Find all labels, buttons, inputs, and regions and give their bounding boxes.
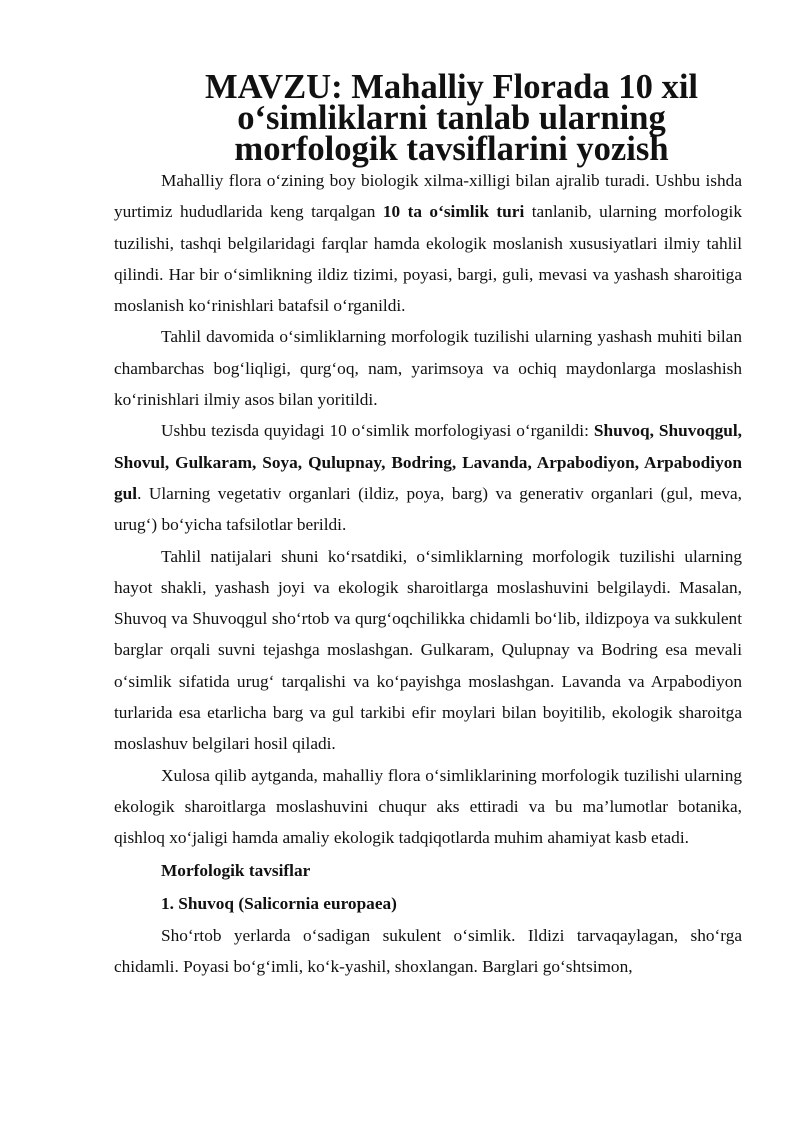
subheading-shuvoq: 1. Shuvoq (Salicornia europaea) <box>161 893 397 913</box>
intro-text-start: Mahalliy flora o‘zining boy biologik xilma-xilligi bilan ajralib turadi. Ushbu ishda yurtimiz hududlarida keng tarqalgan <box>114 171 742 222</box>
species-list-paragraph <box>114 415 742 540</box>
species-intro-text: Ushbu tezisda quyidagi 10 o‘simlik morfologiyasi o‘rganildi: <box>161 421 594 441</box>
shuvoq-description: Sho‘rtob yerlarda o‘sadigan sukulent o‘simlik. Ildizi tarvaqaylagan, sho‘rga chidamli. Poyasi bo‘g‘imli, ko‘k-yashil, shoxlangan. Barglari go‘shtsimon, <box>114 925 742 976</box>
intro-paragraph <box>114 165 742 321</box>
document-title <box>114 68 742 168</box>
species-outro-text: . Ularning vegetativ organlari (ildiz, poya, barg) va generativ organlari (gul, meva, urug‘) bo‘yicha tafsilotlar berildi. <box>114 483 742 535</box>
conclusion-paragraph: Xulosa qilib aytganda, mahalliy flora o‘simliklarining morfologik tuzilishi ularning ekologik sharoitlarga moslashuvini chuqur aks ettiradi va bu ma’lumotlar botanika, qishloq xo‘jaligi hamda amaliy ekologik tadqiqotlarda muhim ahamiyat kasb etadi. <box>114 765 742 848</box>
intro-text-end: tanlanib, ularning morfologik tuzilishi, tashqi belgilaridagi farqlar hamda ekologik moslanish xususiyatlari ilmiy tahlil qilindi. Har bir o‘simlikning ildiz tizimi, poyasi, bargi, guli, mevasi va yashash sharoitiga moslanish ko‘rinishlari batafsil o‘rganildi. <box>114 202 742 316</box>
section-heading: Morfologik tavsiflar <box>161 860 311 880</box>
intro-bold-count: 10 ta o‘simlik turi <box>382 202 525 222</box>
results-paragraph: Tahlil natijalari shuni ko‘rsatdiki, o‘simliklarning morfologik tuzilishi ularning hayot shakli, yashash joyi va ekologik sharoitlarga moslashuvini belgilaydi. Masalan, Shuvoq va Shuvoqgul sho‘rtob va qurg‘oqchilikka chidamli bo‘lib, ildizpoya va sukkulent barglar orqali suvni tejashga moslashgan. Gulkaram, Qulupnay va Bodring esa mevali o‘simlik sifatida urug‘ tarqalishi va ko‘payishga moslashgan. Lavanda va Arpabodiyon turlarida esa etarlicha barg va gul tarkibi efir moylari bilan boyitilib, ekologik sharoitga moslashuv belgilari hosil qiladi. <box>114 546 742 754</box>
species-names: Shuvoq, Shuvoqgul, Shovul, Gulkaram, Soya, Qulupnay, Bodring, Lavanda, Arpabodiyon, Arpabodiyon gul <box>114 421 742 503</box>
document-page <box>114 68 742 982</box>
analysis-paragraph: Tahlil davomida o‘simliklarning morfologik tuzilishi ularning yashash muhiti bilan chambarchas bog‘liqligi, qurg‘oq, nam, yarimsoya va ochiq maydonlarga moslashish ko‘rinishlari ilmiy asos bilan yoritildi. <box>114 327 742 410</box>
title-line-1: MAVZU: Mahalliy Florada 10 xil o‘simliklarni tanlab ularning <box>204 68 699 137</box>
title-line-2: morfologik tavsiflarini yozish <box>234 130 669 168</box>
